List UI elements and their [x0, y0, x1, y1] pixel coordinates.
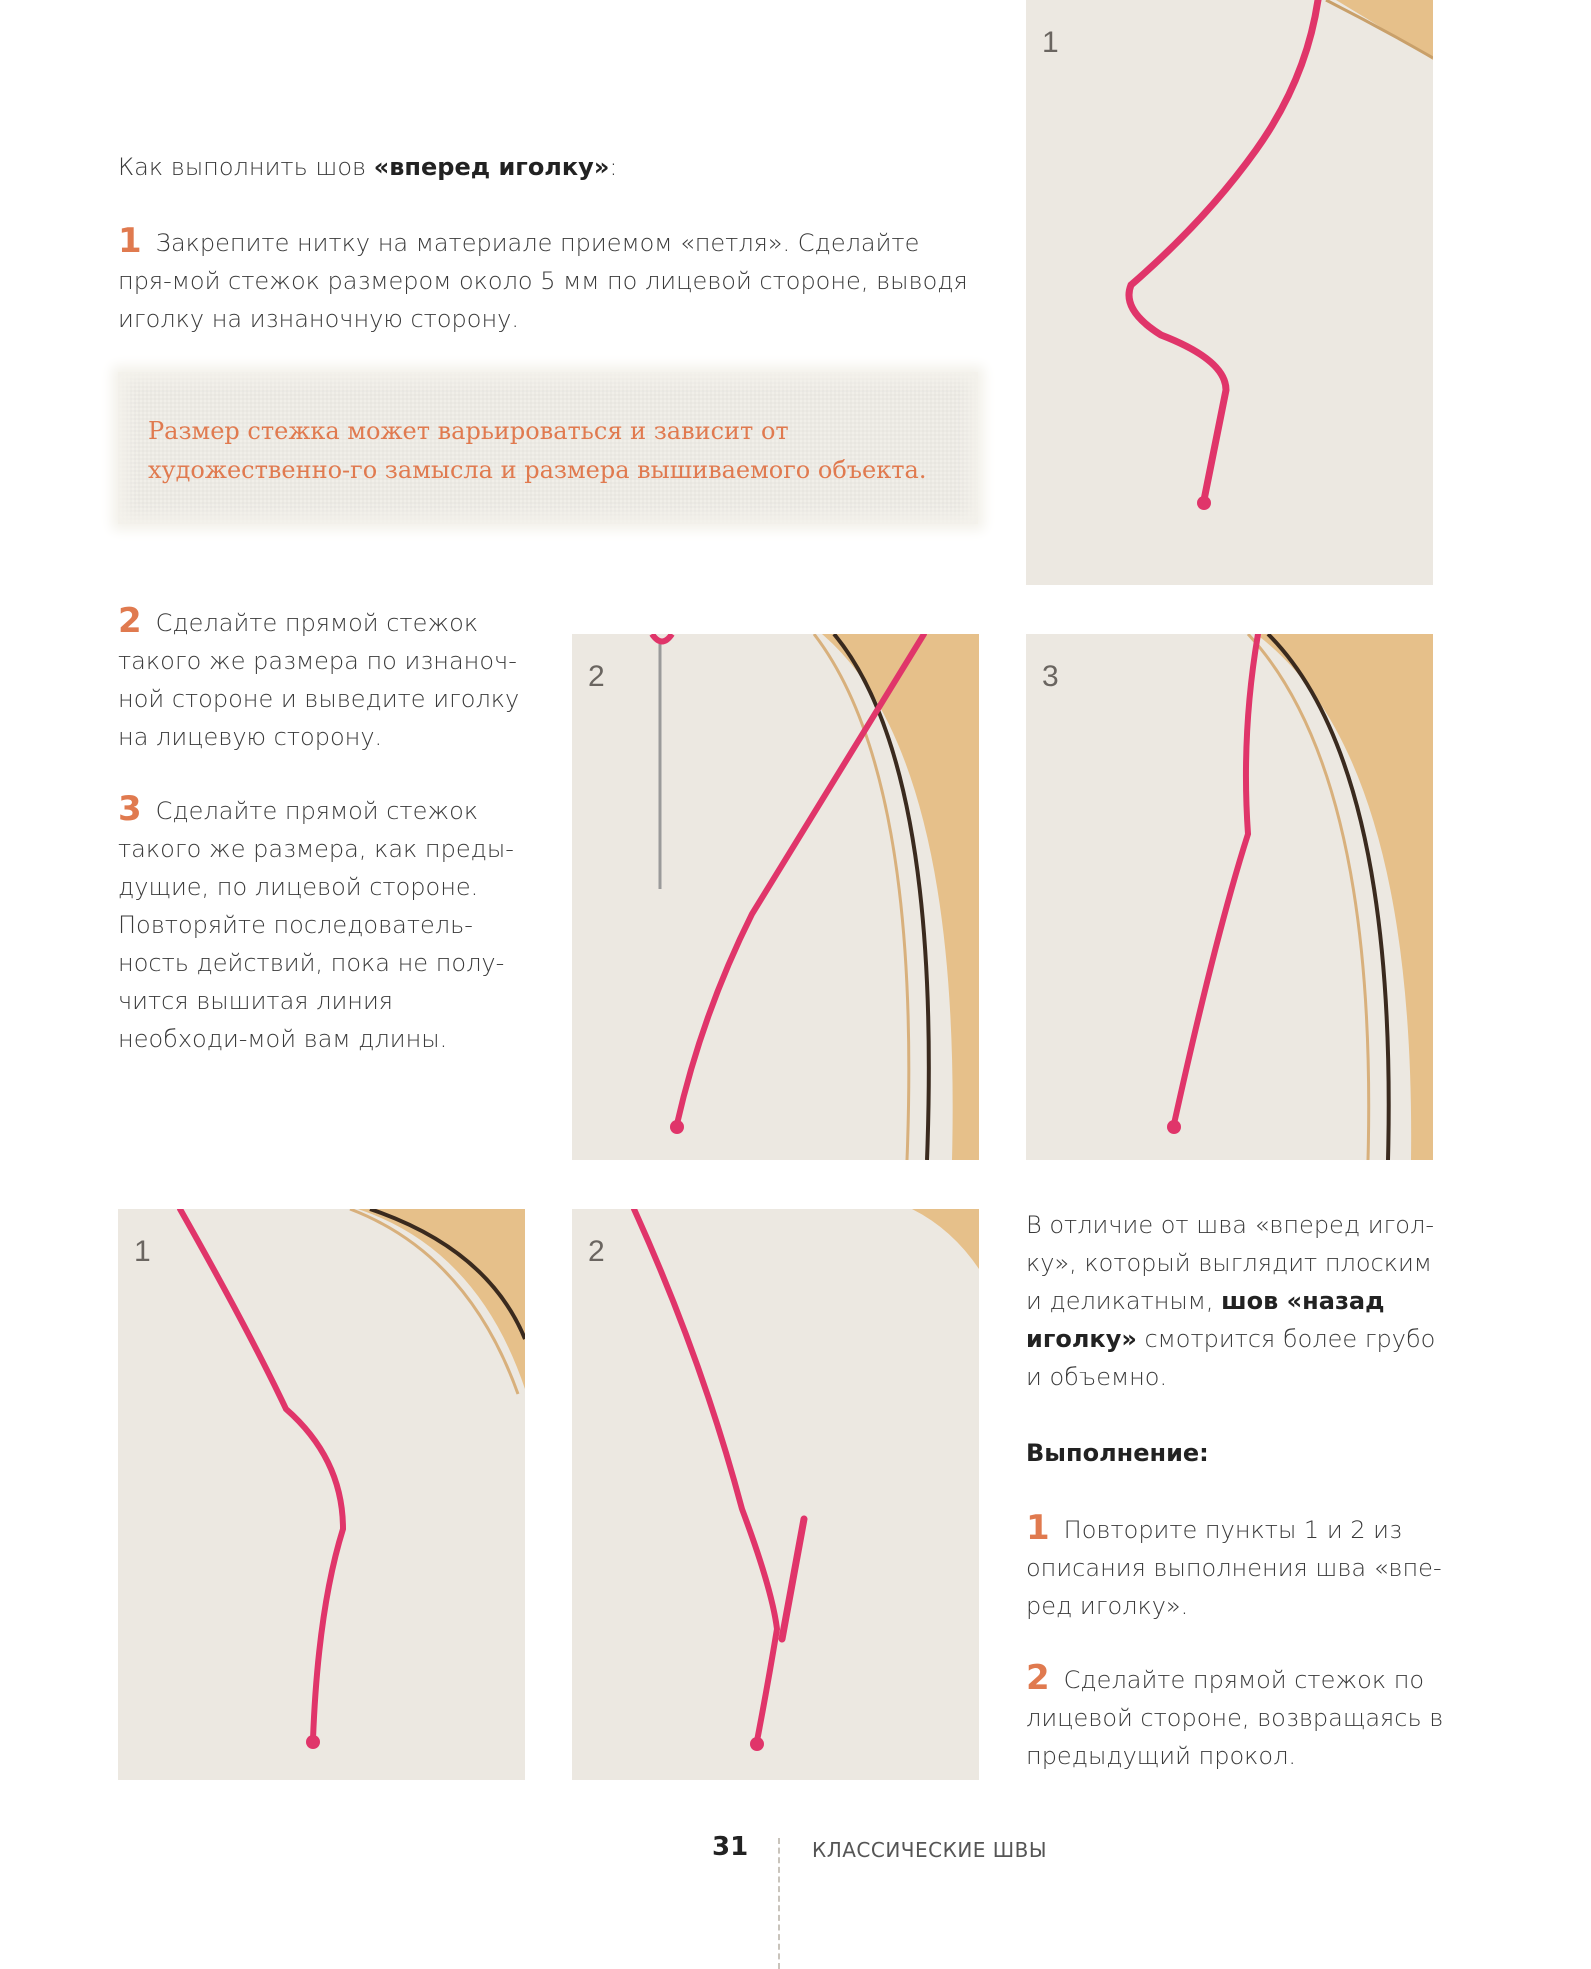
photo-illustration	[1026, 0, 1433, 585]
step-1	[118, 222, 978, 338]
photo-label: 2	[588, 1235, 605, 1268]
photo-label: 1	[1042, 26, 1059, 59]
step-number: 1	[118, 221, 142, 261]
photo-backstitch-2	[572, 1209, 979, 1780]
step-3	[118, 790, 528, 1058]
intro-suffix: :	[609, 153, 618, 181]
photo-illustration	[572, 1209, 979, 1780]
backstitch-step-2	[1026, 1659, 1446, 1775]
backstitch-intro-b: смотрится более грубо и объемно.	[1026, 1325, 1436, 1391]
step-text: Сделайте прямой стежок по лицевой стороне, возвращаясь в предыдущий прокол.	[1026, 1666, 1444, 1770]
photo-label: 2	[588, 660, 605, 693]
backstitch-heading: Выполнение:	[1026, 1439, 1209, 1467]
footer-divider	[778, 1838, 780, 1969]
photo-running-stitch-3	[1026, 634, 1433, 1160]
step-2	[118, 602, 528, 756]
intro-line	[118, 148, 978, 186]
page-number: 31	[712, 1832, 749, 1862]
backstitch-step-1	[1026, 1509, 1446, 1625]
photo-backstitch-1	[118, 1209, 525, 1780]
photo-illustration	[1026, 634, 1433, 1160]
step-number: 3	[118, 789, 142, 829]
step-text: Повторите пункты 1 и 2 из описания выполнения шва «впе-ред иголку».	[1026, 1516, 1442, 1620]
step-number: 2	[1026, 1658, 1050, 1698]
backstitch-intro	[1026, 1206, 1446, 1396]
step-number: 2	[118, 601, 142, 641]
backstitch-intro-bold: шов «назад иголку»	[1026, 1287, 1385, 1353]
photo-illustration	[118, 1209, 525, 1780]
step-text: Сделайте прямой стежок такого же размера, как преды-дущие, по лицевой стороне. Повторяйте последователь-ность действий, пока не полу-чится вышитая линия необходи-мой вам длины.	[118, 797, 514, 1053]
step-text: Сделайте прямой стежок такого же размера по изнаноч-ной стороне и выведите иголку на лицевую сторону.	[118, 609, 520, 751]
step-number: 1	[1026, 1508, 1050, 1548]
intro-bold: «вперед иголку»	[373, 153, 610, 181]
photo-running-stitch-1	[1026, 0, 1433, 585]
section-title: КЛАССИЧЕСКИЕ ШВЫ	[812, 1838, 1048, 1862]
photo-label: 3	[1042, 660, 1059, 693]
photo-label: 1	[134, 1235, 151, 1268]
intro-prefix: Как выполнить шов	[118, 153, 374, 181]
photo-running-stitch-2	[572, 634, 979, 1160]
note-text: Размер стежка может варьироваться и зависит от художественно-го замысла и размера вышиваемого объекта.	[148, 417, 927, 484]
backstitch-intro-a: В отличие от шва «вперед игол-ку», который выглядит плоским и деликатным,	[1026, 1211, 1434, 1315]
photo-illustration	[572, 634, 979, 1160]
step-text: Закрепите нитку на материале приемом «петля». Сделайте пря-мой стежок размером около 5 мм по лицевой стороне, выводя иголку на изнаночную сторону.	[118, 229, 968, 333]
